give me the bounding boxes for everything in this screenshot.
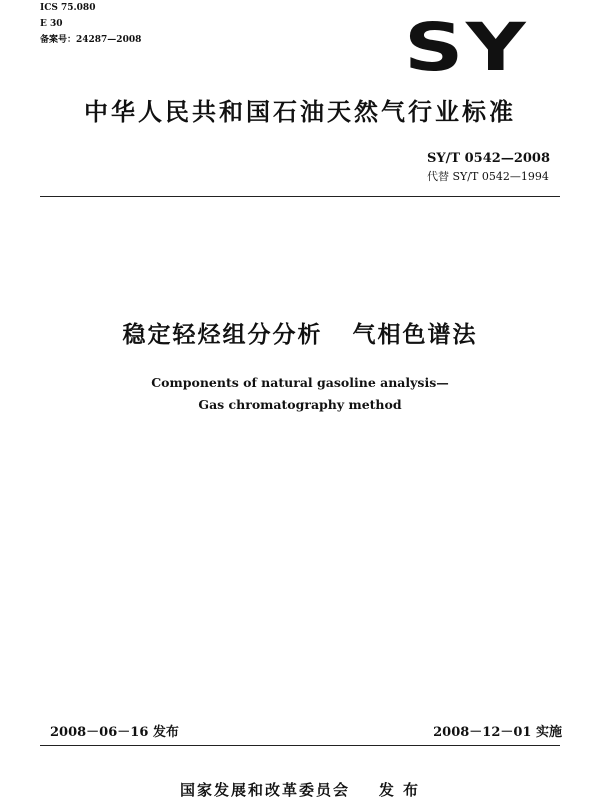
standard-codes: [427, 150, 550, 186]
classification-code: E 30: [40, 19, 63, 29]
english-title-line-1: Components of natural gasoline analysis—: [151, 375, 449, 390]
sy-logo: SY: [404, 9, 529, 86]
standard-type-title: 中华人民共和国石油天然气行业标准: [84, 98, 516, 126]
bottom-divider: [40, 745, 560, 746]
publisher: 国家发展和改革委员会 发 布: [179, 781, 421, 799]
replaced-standard: 代替 SY/T 0542—1994: [427, 170, 549, 183]
effective-date: 2008－12－01 实施: [433, 725, 562, 740]
record-number: 备案号：24287—2008: [40, 35, 142, 45]
ics-code: ICS 75.080: [40, 3, 96, 13]
metadata-block: [40, 0, 141, 48]
document-title-english: [0, 372, 600, 416]
english-title-line-2: Gas chromatography method: [198, 397, 402, 412]
standard-number: SY/T 0542—2008: [427, 151, 550, 166]
top-divider: [40, 196, 560, 197]
document-title-chinese: 稳定轻烃组分分析 气相色谱法: [122, 322, 478, 348]
issue-date: 2008－06－16 发布: [50, 725, 179, 740]
